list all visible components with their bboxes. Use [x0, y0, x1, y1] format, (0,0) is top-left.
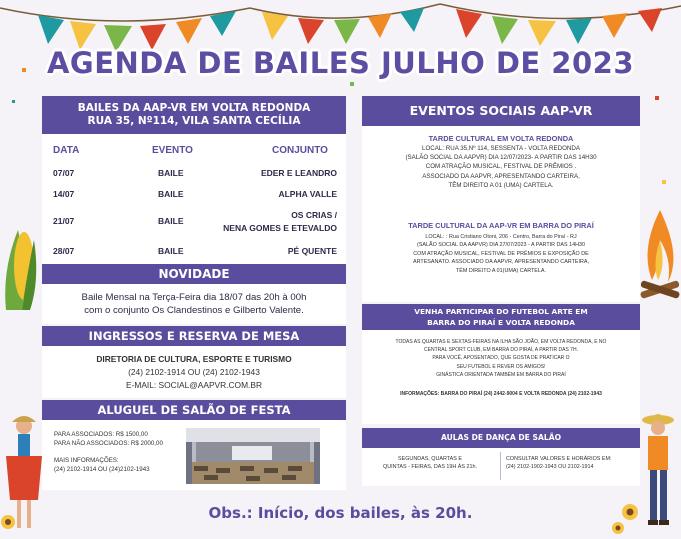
page-title: AGENDA DE BAILES JULHO DE 2023	[46, 46, 635, 80]
event2-line: COM ATRAÇÃO MUSICAL, FESTIVAL DE PRÊMIOS E EXPOSIÇÃO DE	[413, 250, 589, 257]
col-header-data: DATA	[53, 145, 80, 156]
futebol-line: SEU FUTEBOL E REVER OS AMIGOS!	[456, 363, 546, 370]
novidade-header: NOVIDADE	[42, 264, 346, 284]
futebol-info: INFORMAÇÕES: BARRA DO PIRAÍ (24) 2442-9004 E VOLTA REDONDA (24) 2102-1943	[400, 391, 602, 397]
event2-line: ARTESANATO. ASSOCIADO DA AAPVR, APRESENTANDO CARTEIRA,	[413, 259, 589, 266]
aluguel-header: ALUGUEL DE SALÃO DE FESTA	[42, 400, 346, 420]
footer-note: Obs.: Início, dos bailes, às 20h.	[208, 504, 473, 522]
event1-title: TARDE CULTURAL EM VOLTA REDONDA	[428, 134, 574, 143]
ingressos-dept: DIRETORIA DE CULTURA, ESPORTE E TURISMO	[96, 354, 292, 364]
col-header-evento: EVENTO	[152, 145, 193, 156]
dancer-boy-icon	[610, 408, 681, 539]
row-date: 28/07	[53, 246, 75, 256]
ingressos-email[interactable]: E-MAIL: SOCIAL@AAPVR.COM.BR	[125, 380, 263, 390]
aluguel-info-label: MAIS INFORMAÇÕES:	[54, 457, 119, 464]
address-header	[42, 96, 346, 134]
futebol-line: PARA VOCÊ, APOSENTADO, QUE GOSTA DE PRATICAR O	[432, 355, 570, 362]
danca-schedule	[366, 455, 494, 472]
event1-line: (SALÃO SOCIAL DA AAPVR) DIA 12/07/2023- A PARTIR DAS 14H30	[405, 154, 597, 162]
dancer-girl-icon	[0, 410, 44, 539]
event2-title: TARDE CULTURAL DA AAP-VR EM BARRA DO PIRAÍ	[408, 221, 594, 230]
row-date: 07/07	[53, 168, 75, 178]
futebol-header-line-1: VENHA PARTICIPAR DO FUTEBOL ARTE EM	[414, 307, 588, 316]
danca-contact-line-1: CONSULTAR VALORES E HORÁRIOS EM:	[506, 456, 612, 462]
danca-header: AULAS DE DANÇA DE SALÃO	[362, 428, 640, 448]
eventos-header: EVENTOS SOCIAIS AAP-VR	[362, 96, 640, 126]
aluguel-price-nao-associado: PARA NÃO ASSOCIADOS: R$ 2000,00	[54, 440, 163, 447]
event1-line: TÊM DIREITO A 01 (UMA) CARTELA.	[448, 181, 554, 189]
row-event: BAILE	[158, 189, 184, 199]
row-band: ALPHA VALLE	[278, 189, 337, 199]
row-band: EDER E LEANDRO	[260, 168, 337, 178]
row-event: BAILE	[158, 168, 184, 178]
aluguel-price-associado: PARA ASSOCIADOS: R$ 1500,00	[54, 431, 148, 438]
novidade-text	[42, 291, 346, 317]
novidade-line-2: com o conjunto Os Clandestinos e Gilberto Valente.	[84, 305, 304, 316]
row-event: BAILE	[158, 246, 184, 256]
futebol-line: TODAS AS QUARTAS E SEXTAS-FEIRAS NA ILHA SÃO JOÃO, EM VOLTA REDONDA, E NO	[395, 339, 607, 345]
event1-line: LOCAL: RUA 35,Nº 114, SESSENTA - VOLTA REDONDA	[422, 145, 580, 152]
futebol-header-line-2: BARRA DO PIRAÍ E VOLTA REDONDA	[427, 317, 575, 327]
ingressos-text	[42, 353, 346, 392]
event2-line: (SALÃO SOCIAL DA AAPVR) DIA 27/07/2023 - A PARTIR DAS 14H30	[417, 242, 585, 249]
danca-contact	[506, 455, 611, 472]
event2-line: TÊM DIREITO A 01(UMA) CARTELA.	[456, 267, 546, 274]
row-date: 14/07	[53, 189, 75, 199]
futebol-header	[362, 304, 640, 330]
futebol-line: GINÁSTICA ORIENTADA TAMBÉM EM BARRA DO PIRAÍ	[436, 371, 566, 378]
row-band-line-2: NENA GOMES E ETEVALDO	[223, 223, 337, 233]
party-hall-photo	[186, 428, 320, 484]
danca-schedule-line-2: QUINTAS - FEIRAS, DAS 19H ÀS 21h.	[383, 464, 477, 471]
danca-schedule-line-1: SEGUNDAS, QUARTAS E	[398, 456, 462, 462]
futebol-details	[362, 338, 640, 379]
novidade-line-1: Baile Mensal na Terça-Feira dia 18/07 das 20h à 00h	[81, 292, 307, 303]
row-date: 21/07	[53, 216, 75, 226]
ingressos-phone: (24) 2102-1914 OU (24) 2102-1943	[128, 367, 260, 377]
futebol-line: CENTRAL SPORT CLUB, EM BARRA DO PIRAÍ, A PARTIR DAS 7H.	[424, 347, 578, 354]
event2-line: LOCAL: : Rua Cristiano Otoni, 206 - Centro, Barra do Piraí - RJ	[425, 234, 577, 240]
event1-line: COM ATRAÇÃO MUSICAL, FESTIVAL DE PRÊMIOS .	[425, 163, 577, 171]
event1-line: ASSOCIADO DA AAPVR, APRESENTANDO CARTEIRA,	[422, 172, 580, 180]
corn-icon	[0, 210, 44, 320]
col-header-conjunto: CONJUNTO	[272, 145, 328, 156]
danca-divider	[500, 452, 501, 480]
address-line-2: RUA 35, Nº114, VILA SANTA CECÍLIA	[87, 115, 301, 127]
ingressos-header: INGRESSOS E RESERVA DE MESA	[42, 326, 346, 346]
event2-details	[362, 233, 640, 275]
row-event: BAILE	[158, 216, 184, 226]
row-band: OS CRIAS /	[291, 210, 337, 220]
row-band: PÉ QUENTE	[287, 246, 337, 256]
event1-details	[362, 144, 640, 190]
danca-contact-line-2: (24) 2102-1902-1943 OU 2102-1914	[506, 464, 594, 471]
aluguel-info-phone: (24) 2102-1914 OU (24)2102-1943	[54, 466, 150, 473]
bonfire-icon	[638, 200, 681, 310]
address-line-1: BAILES DA AAP-VR EM VOLTA REDONDA	[77, 102, 311, 114]
